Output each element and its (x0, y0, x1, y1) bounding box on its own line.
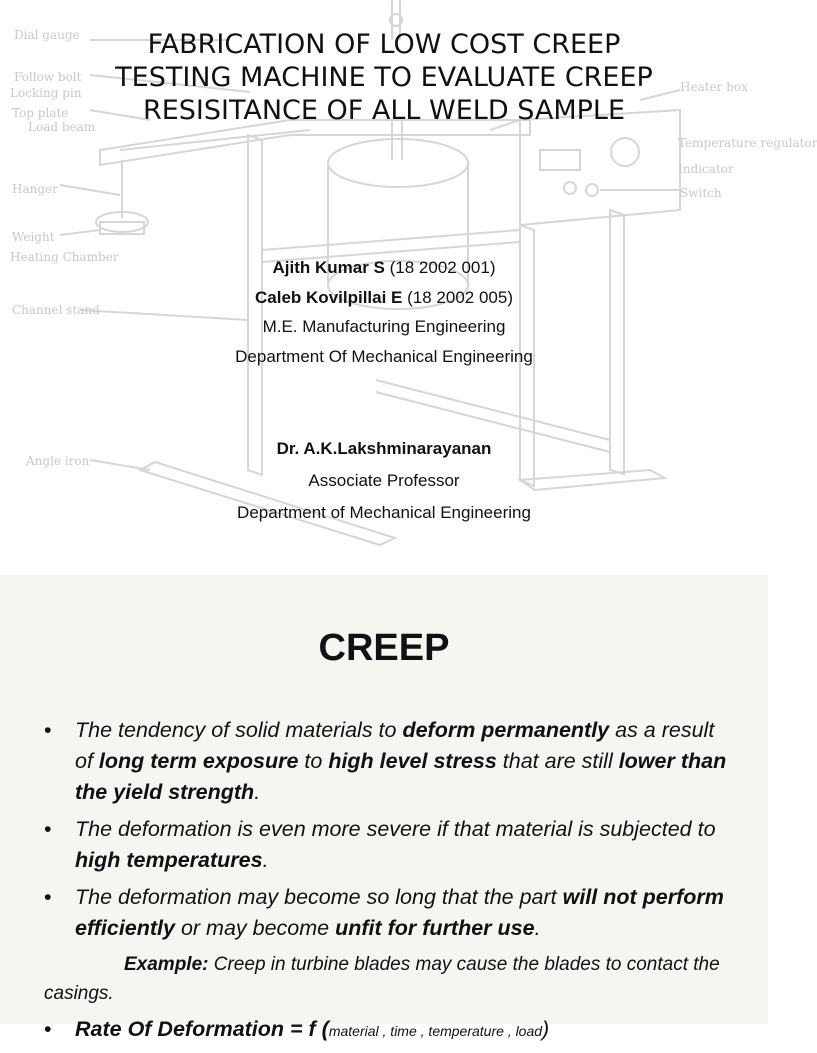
program-name: M.E. Manufacturing Engineering (262, 317, 506, 336)
diagram-label: Hanger (12, 182, 58, 196)
author-name: Ajith Kumar S (272, 258, 385, 277)
diagram-label: Follow bolt (14, 70, 82, 84)
diagram-label: Dial gauge (14, 28, 80, 42)
title-line: RESISITANCE OF ALL WELD SAMPLE (142, 95, 626, 126)
example-note (44, 950, 734, 1008)
bullet-item: • The tendency of solid materials to deform permanently as a result of long term exposure to high level stress that are still lower than the yield strength. (44, 715, 734, 808)
diagram-label: Channel stand (12, 303, 100, 317)
guide-name: Dr. A.K.Lakshminarayanan (276, 439, 492, 458)
bullet-icon: • (44, 885, 52, 909)
title-line: TESTING MACHINE TO EVALUATE CREEP (115, 62, 653, 93)
bullet-icon: • (44, 718, 52, 742)
example-label: Example: (124, 954, 209, 975)
bullet-item: • The deformation may become so long that the part will not perform efficiently or may become unfit for further use. (44, 882, 734, 944)
diagram-label: Heater box (680, 80, 748, 94)
diagram-label: Switch (680, 186, 722, 200)
diagram-label: Locking pin (10, 86, 82, 100)
diagram-label: Angle iron (26, 454, 90, 468)
creep-slide (0, 575, 768, 1041)
presentation-title (40, 28, 728, 127)
diagram-label: Weight (12, 230, 55, 244)
diagram-label: Indicator (678, 162, 734, 176)
bullet-item: • Rate Of Deformation = f (material , time , temperature , load) (44, 1014, 734, 1047)
author-1 (0, 258, 768, 278)
author-id: (18 2002 001) (384, 258, 496, 277)
diagram-label: Load beam (28, 120, 96, 134)
author-2 (0, 288, 768, 308)
guide-department: Department of Mechanical Engineering (237, 503, 531, 522)
diagram-label: Top plate (12, 106, 69, 120)
slide-heading: CREEP (318, 627, 450, 669)
department-name: Department Of Mechanical Engineering (235, 347, 533, 366)
author-id: (18 2002 005) (402, 288, 513, 307)
example-text: Creep in turbine blades may cause the blades to contact the casings. (44, 954, 720, 1004)
title-line: FABRICATION OF LOW COST CREEP (147, 29, 621, 60)
guide-title: Associate Professor (308, 471, 460, 490)
bullet-icon: • (44, 1017, 52, 1041)
diagram-label: Temperature regulator (678, 136, 817, 150)
bullet-icon: • (44, 817, 52, 841)
bullet-item: • The deformation is even more severe if that material is subjected to high temperatures. (44, 814, 734, 876)
author-name: Caleb Kovilpillai E (255, 288, 403, 307)
bullet-list (44, 715, 734, 1053)
diagram-label: Heating Chamber (10, 250, 119, 264)
